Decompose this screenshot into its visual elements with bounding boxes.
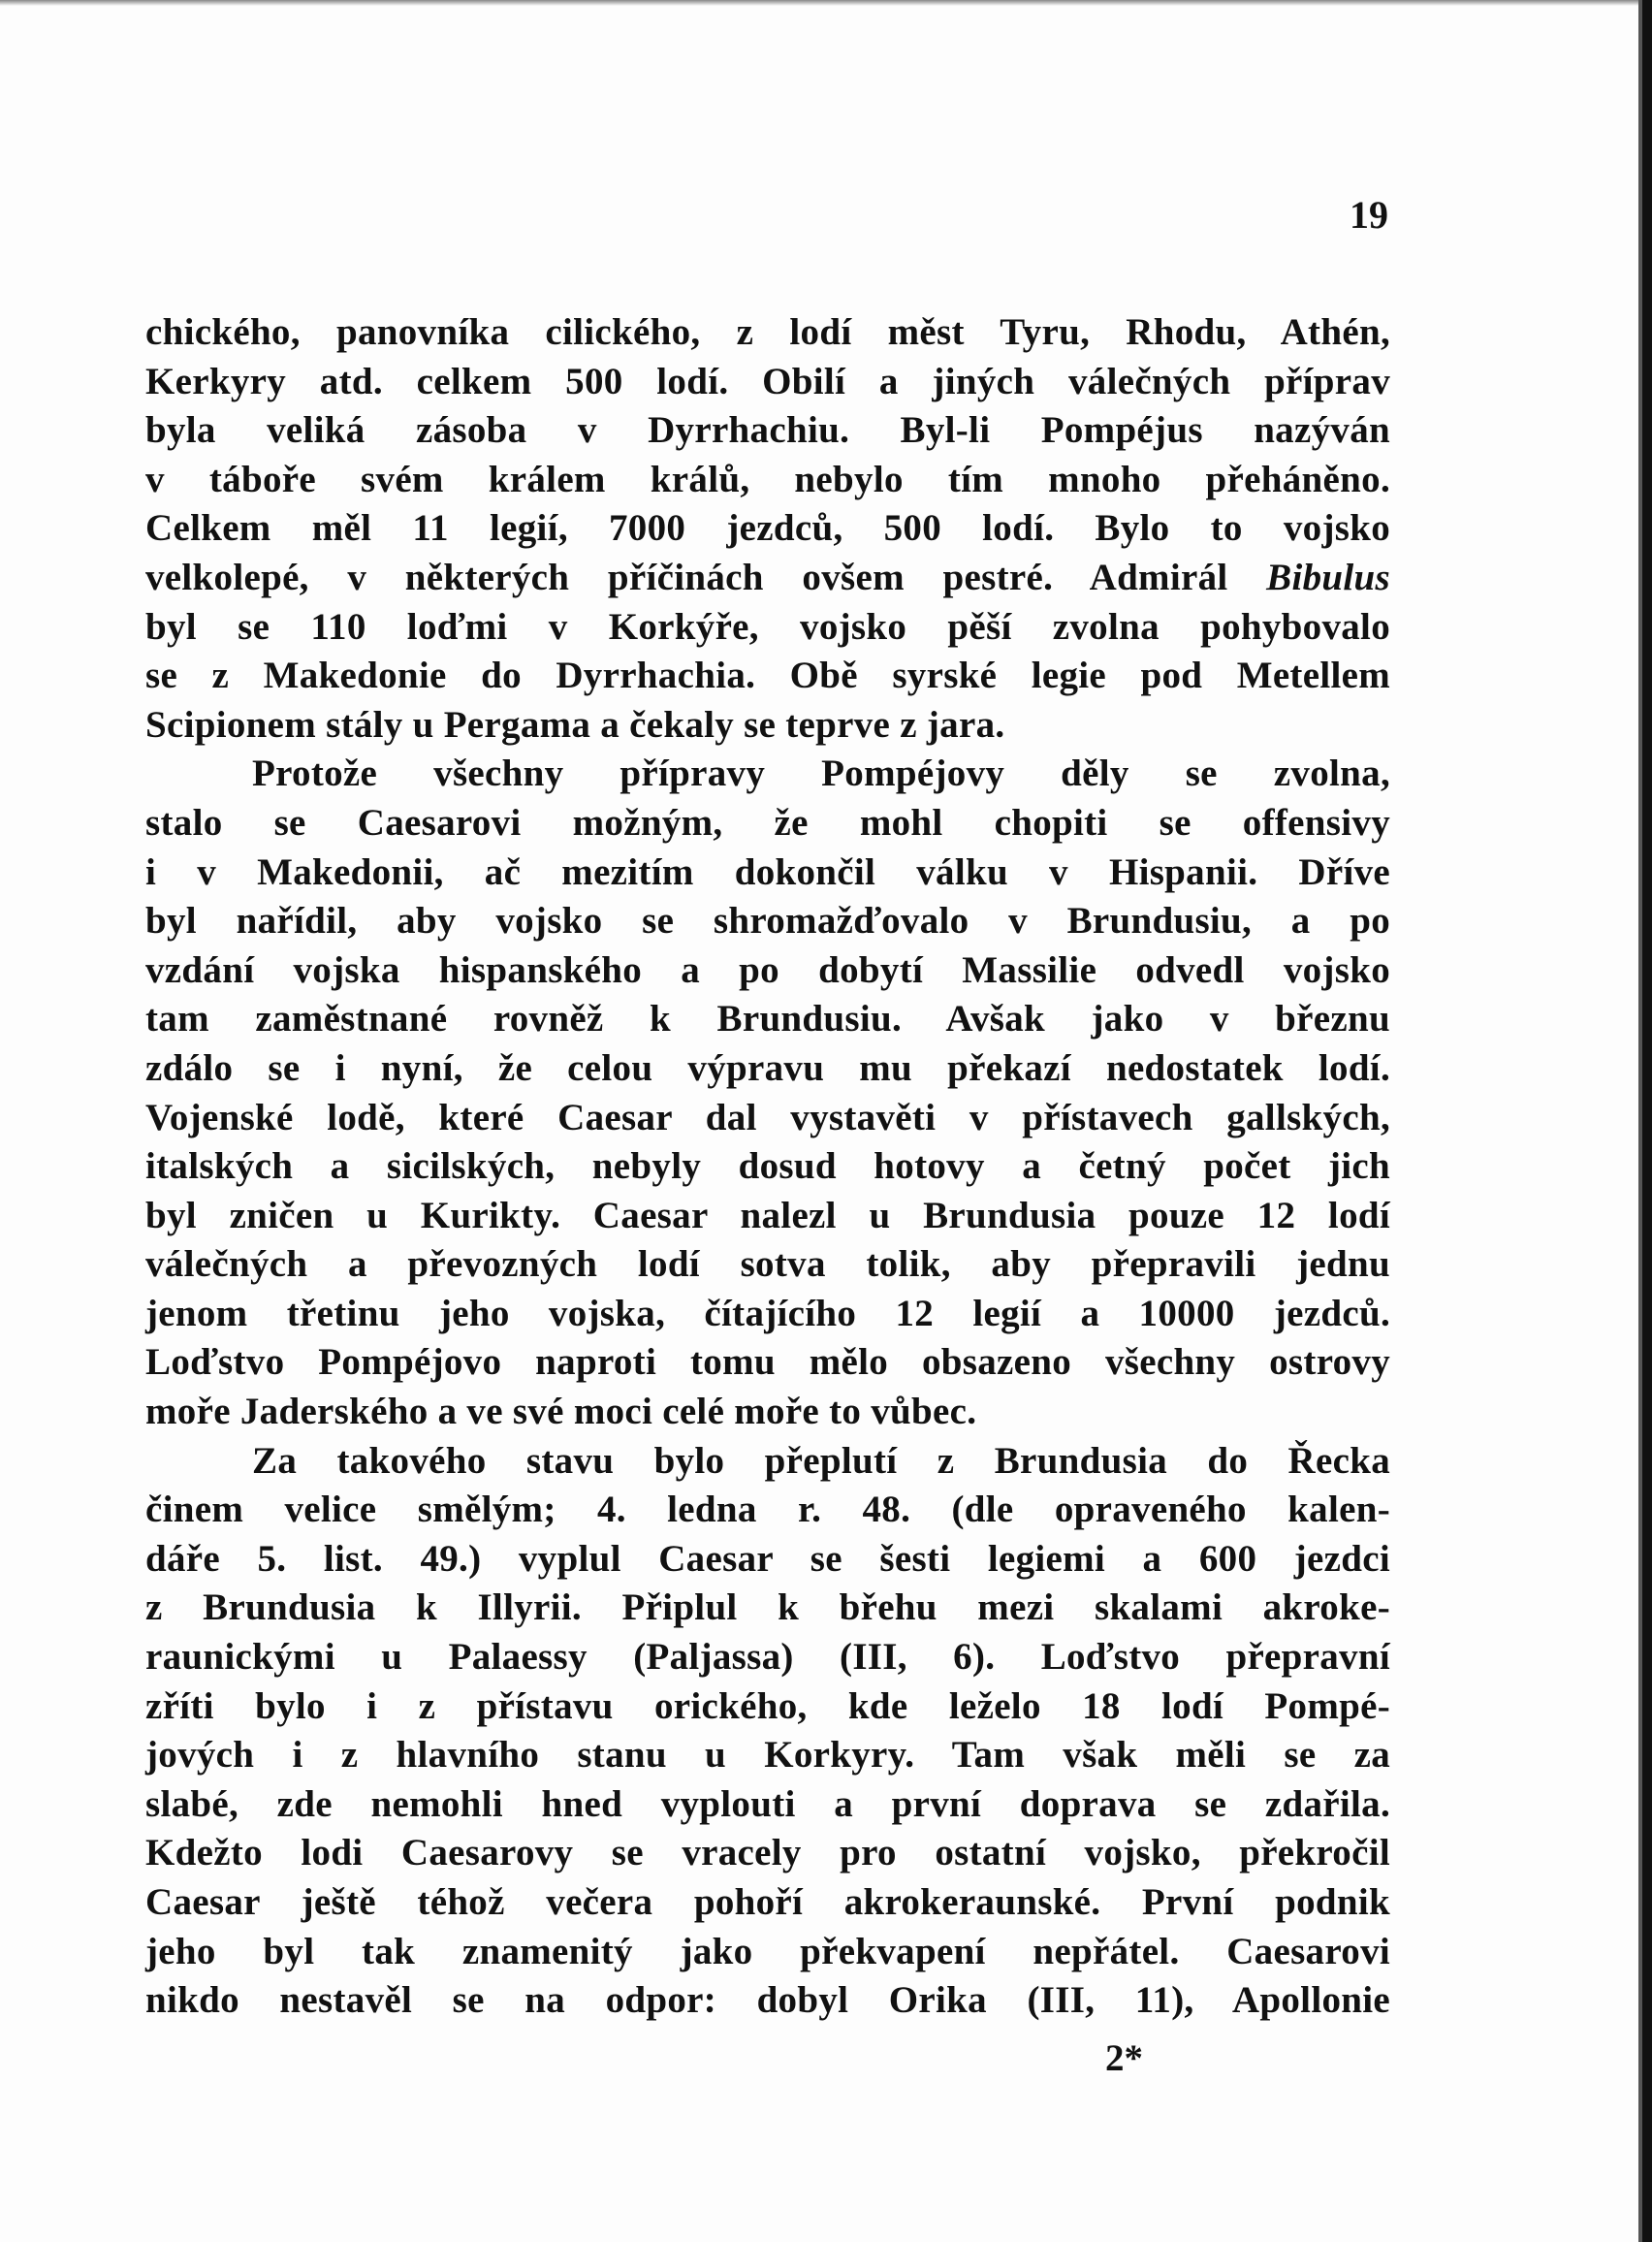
- scan-edge-right: [1642, 0, 1652, 2242]
- text-line: [145, 1829, 1390, 1878]
- text-line-content: slabé, zde nemohli hned vyplouti a první doprava se zdařila.: [145, 1782, 1390, 1825]
- text-line: [145, 1584, 1390, 1633]
- text-line-content: válečných a převozných lodí sotva tolik, aby přepravili jednu: [145, 1243, 1390, 1286]
- text-line: [145, 1928, 1390, 1977]
- text-line: [145, 1437, 1390, 1487]
- text-line: [145, 1535, 1390, 1585]
- text-line: [145, 1240, 1390, 1290]
- text-line: [145, 1878, 1390, 1928]
- text-line-content: dáře 5. list. 49.) vyplul Caesar se šesti legiemi a 600 jezdci: [145, 1537, 1390, 1580]
- text-line: [145, 1731, 1390, 1780]
- text-line: [145, 1633, 1390, 1682]
- text-line-content: Loďstvo Pompéjovo naproti tomu mělo obsazeno všechny ostrovy: [145, 1341, 1390, 1384]
- italic-word: Bibulus: [1266, 556, 1390, 598]
- text-line-content: Scipionem stály u Pergama a čekaly se teprve z jara.: [145, 703, 1005, 746]
- text-line-content: v táboře svém králem králů, nebylo tím mnoho přeháněno.: [145, 458, 1390, 500]
- text-line-content: jových i z hlavního stanu u Korkyry. Tam však měli se za: [145, 1734, 1390, 1777]
- scan-edge-top: [0, 0, 1652, 6]
- text-line-content: chického, panovníka cilického, z lodí měst Tyru, Rhodu, Athén,: [145, 311, 1390, 353]
- text-line: [145, 946, 1390, 996]
- text-line: [145, 1142, 1390, 1192]
- text-line: [145, 1044, 1390, 1094]
- text-line: [145, 701, 1390, 751]
- text-line-content: zříti bylo i z přístavu orického, kde leželo 18 lodí Pompé-: [145, 1684, 1390, 1727]
- text-line: [145, 504, 1390, 554]
- text-line: [145, 456, 1390, 505]
- text-line-content: italských a sicilských, nebyly dosud hotovy a četný počet jich: [145, 1145, 1390, 1188]
- text-line: [145, 308, 1390, 358]
- text-line: [145, 799, 1390, 849]
- text-line-content: tam zaměstnané rovněž k Brundusiu. Avšak jako v březnu: [145, 998, 1390, 1041]
- text-line: [145, 652, 1390, 701]
- text-line-content: nikdo nestavěl se na odpor: dobyl Orika (III, 11), Apollonie: [145, 1979, 1390, 2022]
- page-number: 19: [1350, 193, 1388, 237]
- text-line: [145, 1192, 1390, 1241]
- text-line-content: Kerkyry atd. celkem 500 lodí. Obilí a jiných válečných příprav: [145, 360, 1390, 402]
- text-line-content: z Brundusia k Illyrii. Připlul k břehu mezi skalami akroke-: [145, 1586, 1390, 1629]
- text-line: [145, 1094, 1390, 1143]
- text-line-content: raunickými u Palaessy (Paljassa) (III, 6). Loďstvo přepravní: [145, 1636, 1390, 1679]
- text-line: [145, 554, 1390, 603]
- text-line: [145, 1290, 1390, 1339]
- text-line-content: Protože všechny přípravy Pompéjovy děly se zvolna,: [252, 753, 1390, 795]
- text-line: [145, 1780, 1390, 1830]
- text-line: [145, 1976, 1390, 2026]
- text-line: [145, 358, 1390, 407]
- text-line-content: Kdežto lodi Caesarovy se vracely pro ostatní vojsko, překročil: [145, 1832, 1390, 1874]
- text-line-content: se z Makedonie do Dyrrhachia. Obě syrské legie pod Metellem: [145, 655, 1390, 697]
- text-line-content: moře Jaderského a ve své moci celé moře to vůbec.: [145, 1391, 977, 1433]
- text-line-content: jenom třetinu jeho vojska, čítajícího 12 legií a 10000 jezdců.: [145, 1292, 1390, 1334]
- text-line-content: Celkem měl 11 legií, 7000 jezdců, 500 lodí. Bylo to vojsko: [145, 507, 1390, 550]
- text-line: [145, 1682, 1390, 1732]
- text-line: [145, 995, 1390, 1044]
- signature-mark: 2*: [1105, 2037, 1143, 2079]
- text-line: [145, 849, 1390, 898]
- text-line: [145, 603, 1390, 653]
- text-line: [145, 406, 1390, 456]
- text-line-content: stalo se Caesarovi možným, že mohl chopiti se offensivy: [145, 801, 1390, 844]
- text-line-content: byl se 110 loďmi v Korkýře, vojsko pěší zvolna pohybovalo: [145, 605, 1390, 648]
- text-line: [145, 897, 1390, 946]
- text-line-content: velkolepé, v některých příčinách ovšem pestré. Admirál: [145, 556, 1267, 598]
- body-text: [145, 308, 1390, 2026]
- text-line-content: i v Makedonii, ač mezitím dokončil válku v Hispanii. Dříve: [145, 850, 1390, 893]
- text-line-content: byl nařídil, aby vojsko se shromažďovalo v Brundusiu, a po: [145, 900, 1390, 943]
- text-line: [145, 750, 1390, 799]
- text-line-content: činem velice smělým; 4. ledna r. 48. (dle opraveného kalen-: [145, 1489, 1390, 1531]
- text-line-content: byla veliká zásoba v Dyrrhachiu. Byl-li Pompéjus nazýván: [145, 409, 1390, 452]
- text-line-content: Vojenské lodě, které Caesar dal vystavěti v přístavech gallských,: [145, 1096, 1390, 1138]
- text-line: [145, 1388, 1390, 1437]
- text-line: [145, 1486, 1390, 1535]
- text-line-content: Caesar ještě téhož večera pohoří akrokeraunské. První podnik: [145, 1881, 1390, 1923]
- text-line-content: Za takového stavu bylo přeplutí z Brundusia do Řecka: [252, 1439, 1390, 1482]
- text-line-content: vzdání vojska hispanského a po dobytí Massilie odvedl vojsko: [145, 948, 1390, 991]
- text-line-content: byl zničen u Kurikty. Caesar nalezl u Brundusia pouze 12 lodí: [145, 1194, 1390, 1236]
- text-line-content: zdálo se i nyní, že celou výpravu mu překazí nedostatek lodí.: [145, 1046, 1390, 1089]
- text-line-content: jeho byl tak znamenitý jako překvapení nepřátel. Caesarovi: [145, 1930, 1390, 1972]
- text-line: [145, 1338, 1390, 1388]
